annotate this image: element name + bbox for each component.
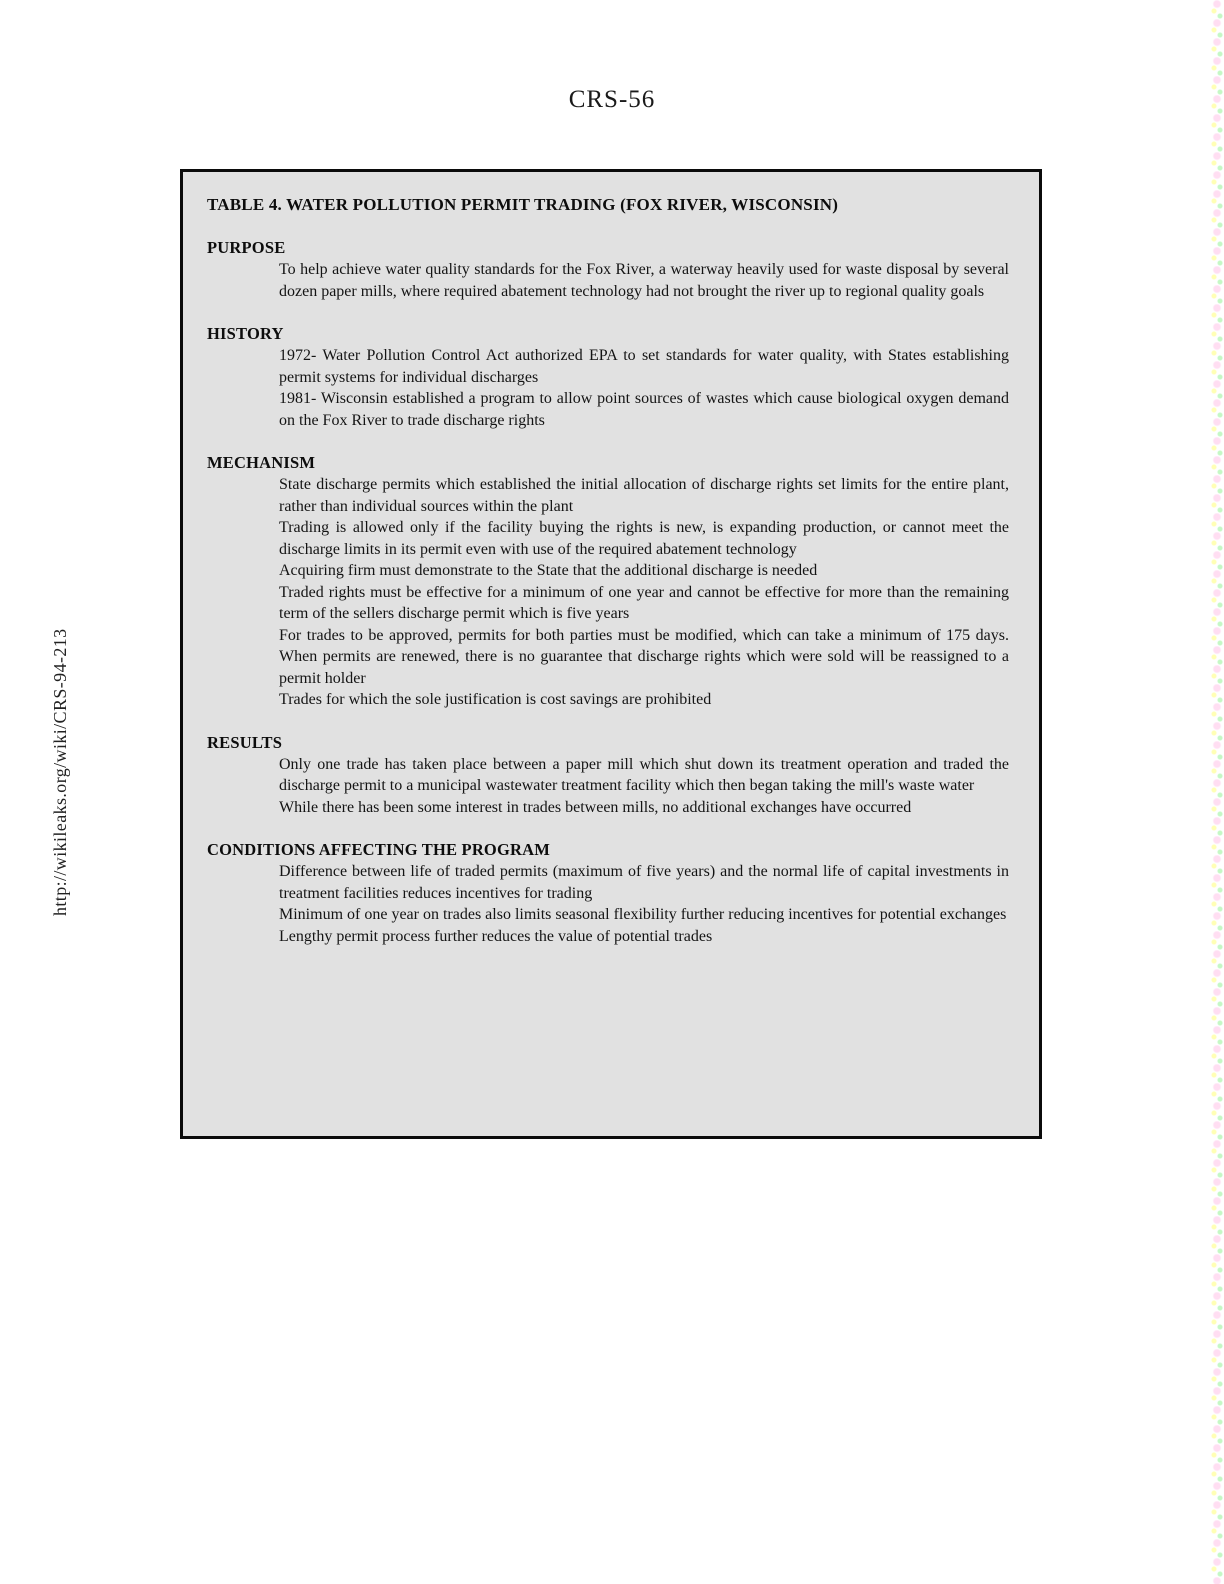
section-heading-purpose: PURPOSE: [207, 238, 286, 257]
section-item: Lengthy permit process further reduces the value of potential trades: [279, 927, 713, 945]
section-item: Trades for which the sole justification is cost savings are prohibited: [279, 691, 712, 708]
section-item: 1972- Water Pollution Control Act authorized EPA to set standards for water quality, with States establishing permit systems for individual discharges: [279, 347, 1009, 386]
section-item: Acquiring firm must demonstrate to the State that the additional discharge is needed: [279, 562, 818, 579]
section-item: Difference between life of traded permits (maximum of five years) and the normal life of capital investments in treatment facilities reduces incentives for trading: [279, 863, 1009, 902]
wikileaks-url-watermark: http://wikileaks.org/wiki/CRS-94-213: [50, 628, 70, 916]
section-item: For trades to be approved, permits for both parties must be modified, which can take a minimum of 175 days. When permits are renewed, there is no guarantee that discharge rights which were sold will be reassigned to a permit holder: [279, 626, 1009, 687]
section-item: To help achieve water quality standards for the Fox River, a waterway heavily used for waste disposal by several dozen paper mills, where required abatement technology had not brought the river up to regional quality goals: [279, 261, 1009, 300]
section-item: State discharge permits which established the initial allocation of discharge rights set limits for the entire plant, rather than individual sources within the plant: [279, 476, 1009, 515]
section-item: Trading is allowed only if the facility buying the rights is new, is expanding production, or cannot meet the discharge limits in its permit even with use of the required abatement technology: [279, 519, 1009, 558]
section-heading-history: HISTORY: [207, 324, 284, 343]
section-conditions: [207, 839, 1009, 947]
section-mechanism: [207, 452, 1009, 711]
table-title: TABLE 4. WATER POLLUTION PERMIT TRADING (FOX RIVER, WISCONSIN): [207, 195, 839, 214]
section-history: [207, 323, 1009, 431]
section-heading-results: RESULTS: [207, 732, 283, 752]
section-item: Only one trade has taken place between a paper mill which shut down its treatment operation and traded the discharge permit to a municipal wastewater treatment facility which then began taking the mill's waste water: [279, 755, 1009, 794]
section-purpose: [207, 237, 1009, 302]
page-header: CRS-56: [568, 86, 656, 113]
section-item: Traded rights must be effective for a minimum of one year and cannot be effective for more than the remaining term of the sellers discharge permit which is five years: [279, 583, 1009, 622]
section-heading-conditions: CONDITIONS AFFECTING THE PROGRAM: [207, 840, 551, 859]
scan-watermark-pattern: [1211, 0, 1224, 1584]
table-4-box: [180, 169, 1042, 1139]
section-results: [207, 732, 1009, 819]
section-heading-mechanism: MECHANISM: [207, 453, 316, 472]
section-item: 1981- Wisconsin established a program to allow point sources of wastes which cause biological oxygen demand on the Fox River to trade discharge rights: [279, 390, 1009, 429]
section-item: While there has been some interest in trades between mills, no additional exchanges have occurred: [279, 798, 912, 816]
section-item: Minimum of one year on trades also limits seasonal flexibility further reducing incentives for potential exchanges: [279, 906, 1007, 923]
